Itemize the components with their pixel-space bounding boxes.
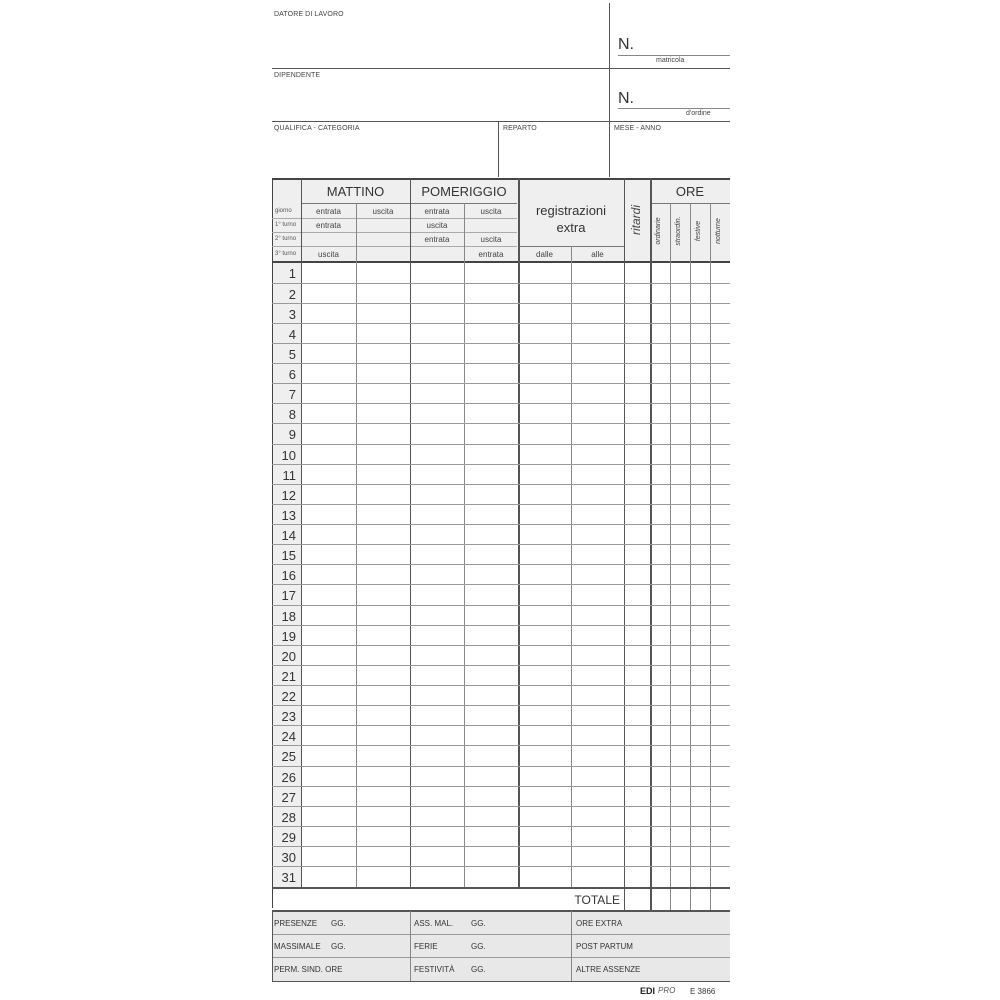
row-line: [272, 625, 730, 626]
summary-col-line: [410, 911, 411, 981]
summary-top-border: [272, 910, 730, 912]
col-line: [670, 203, 671, 933]
ritardi-header: ritardi: [629, 205, 643, 236]
dalle-label: dalle: [536, 250, 553, 259]
presenze-gg: GG.: [331, 919, 346, 928]
day-number: 2: [288, 287, 296, 302]
col-line: [710, 203, 711, 933]
festivita-gg: GG.: [471, 965, 486, 974]
row-line: [272, 866, 730, 867]
day-number: 20: [281, 649, 296, 664]
massimale-gg: GG.: [331, 942, 346, 951]
table-top-border: [272, 178, 730, 180]
header-line: [301, 203, 517, 204]
straordinarie-header: straordin.: [675, 216, 682, 246]
row-line: [272, 846, 730, 847]
ordine-label: d'ordine: [686, 110, 711, 117]
row-line: [272, 605, 730, 606]
datore-label: DATORE DI LAVORO: [274, 11, 344, 18]
row-line: [272, 444, 730, 445]
row-line: [272, 544, 730, 545]
cell-text: uscita: [480, 235, 502, 244]
day-number: 13: [281, 508, 296, 523]
cell-text: uscita: [426, 221, 448, 230]
row-line: [272, 725, 730, 726]
row-line: [272, 423, 730, 424]
row-line: [272, 484, 730, 485]
day-number: 29: [281, 830, 296, 845]
row-line: [272, 826, 730, 827]
day-number: 18: [281, 609, 296, 624]
header-bottom-border: [272, 261, 730, 263]
turno3-row-label: 3° turno: [275, 251, 297, 257]
reparto-divider: [498, 121, 499, 177]
pomeriggio-header: POMERIGGIO: [421, 184, 507, 199]
day-number: 7: [288, 387, 296, 402]
n-ordine-mark: N.: [618, 90, 634, 107]
day-number: 17: [281, 588, 296, 603]
matricola-line: [618, 55, 730, 56]
header-divider: [609, 3, 610, 177]
alle-label: alle: [591, 250, 604, 259]
day-number: 27: [281, 790, 296, 805]
ore-extra-label: ORE EXTRA: [576, 919, 623, 928]
turno1-row-label: 1° turno: [275, 222, 297, 228]
day-number: 26: [281, 770, 296, 785]
day-number: 19: [281, 629, 296, 644]
header-line: [272, 246, 517, 247]
festive-header: festive: [695, 220, 702, 242]
brand-pro: PRO: [658, 986, 676, 995]
day-number: 1: [288, 266, 296, 281]
row-line: [272, 705, 730, 706]
row-line: [272, 363, 730, 364]
presenze-label: PRESENZE: [274, 919, 318, 928]
brand-edi: EDI: [640, 986, 656, 996]
col-line: [690, 203, 691, 933]
day-number: 15: [281, 548, 296, 563]
row-separator: [272, 121, 730, 122]
row-line: [272, 584, 730, 585]
reparto-label: REPARTO: [503, 125, 537, 132]
post-partum-label: POST PARTUM: [576, 942, 633, 951]
col-line: [301, 178, 302, 888]
day-number: 6: [288, 367, 296, 382]
ordine-line: [618, 108, 730, 109]
day-number: 5: [288, 347, 296, 362]
day-number: 16: [281, 568, 296, 583]
day-number: 24: [281, 729, 296, 744]
day-number: 25: [281, 749, 296, 764]
cell-text: entrata: [424, 207, 450, 216]
row-line: [272, 564, 730, 565]
row-line: [272, 645, 730, 646]
dipendente-label: DIPENDENTE: [274, 72, 321, 79]
turno2-row-label: 2° turno: [275, 236, 297, 242]
row-line: [272, 343, 730, 344]
registrazioni-header: registrazioni: [535, 203, 607, 218]
ferie-gg: GG.: [471, 942, 486, 951]
day-number: 28: [281, 810, 296, 825]
day-number: 4: [288, 327, 296, 342]
row-line: [272, 766, 730, 767]
row-line: [272, 665, 730, 666]
massimale-label: MASSIMALE: [274, 942, 321, 951]
day-number: 31: [281, 870, 296, 885]
ass-mal-gg: GG.: [471, 919, 486, 928]
day-number: 23: [281, 709, 296, 724]
row-line: [272, 504, 730, 505]
cell-text: uscita: [480, 207, 502, 216]
row-line: [272, 524, 730, 525]
cell-text: entrata: [424, 235, 450, 244]
col-line: [410, 178, 411, 887]
day-number: 8: [288, 407, 296, 422]
summary-row-line: [272, 957, 730, 958]
festivita-label: FESTIVITÀ: [414, 965, 455, 974]
summary-row-line: [272, 934, 730, 935]
day-number: 30: [281, 850, 296, 865]
row-line: [272, 303, 730, 304]
cell-text: uscita: [318, 250, 339, 259]
col-line: [518, 178, 520, 887]
ore-header: ORE: [675, 184, 705, 199]
row-line: [272, 383, 730, 384]
day-number: 12: [281, 488, 296, 503]
row-line: [272, 786, 730, 787]
summary-bottom-border: [272, 981, 730, 982]
row-line: [272, 403, 730, 404]
row-line: [272, 323, 730, 324]
altre-assenze-label: ALTRE ASSENZE: [576, 965, 641, 974]
header-line: [272, 218, 517, 219]
totale-label: TOTALE: [574, 893, 620, 907]
giorno-row-label: giorno: [275, 208, 292, 214]
day-number: 11: [282, 468, 296, 483]
col-line: [464, 203, 465, 887]
day-number: 21: [281, 669, 296, 684]
ass-mal-label: ASS. MAL.: [414, 919, 454, 928]
day-number: 10: [281, 448, 296, 463]
cell-text: entrata: [316, 221, 341, 230]
day-number: 9: [288, 427, 296, 442]
cell-text: entrata: [316, 207, 341, 216]
ferie-label: FERIE: [414, 942, 438, 951]
row-line: [272, 745, 730, 746]
extra-header: extra: [556, 220, 586, 235]
notturne-header: notturne: [715, 218, 722, 244]
product-code: E 3866: [690, 987, 716, 996]
day-number: 14: [281, 528, 296, 543]
row-separator: [272, 68, 730, 69]
day-number: 22: [281, 689, 296, 704]
day-number: 3: [288, 307, 296, 322]
ordinarie-header: ordinarie: [655, 217, 662, 245]
mese-label: MESE - ANNO: [614, 125, 661, 132]
mattino-header: MATTINO: [326, 184, 385, 199]
summary-col-line: [571, 911, 572, 981]
header-line: [272, 232, 517, 233]
summary-left-border: [272, 911, 273, 981]
row-line: [272, 283, 730, 284]
matricola-label: matricola: [656, 57, 685, 64]
n-matricola-mark: N.: [618, 36, 634, 53]
row-line: [272, 685, 730, 686]
row-line: [272, 806, 730, 807]
qualifica-label: QUALIFICA - CATEGORIA: [274, 125, 360, 132]
col-line: [356, 203, 357, 887]
perm-sind-label: PERM. SIND. ORE: [274, 965, 343, 974]
row-line: [272, 464, 730, 465]
cell-text: uscita: [372, 207, 394, 216]
table-bottom-border: [272, 887, 730, 889]
cell-text: entrata: [478, 250, 504, 259]
